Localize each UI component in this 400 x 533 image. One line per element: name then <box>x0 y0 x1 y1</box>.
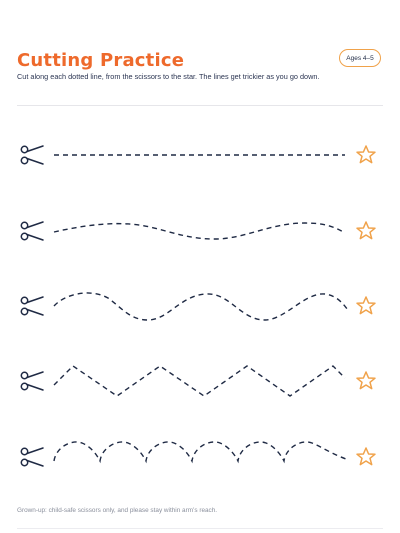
cut-line <box>54 223 345 239</box>
star-icon <box>357 297 375 314</box>
scissors-icon <box>21 372 43 390</box>
cut-line <box>54 442 346 461</box>
cutting-row-gentle-wave <box>0 211 400 251</box>
age-badge: Ages 4–5 <box>339 49 381 67</box>
scissors-icon <box>21 146 44 164</box>
cutting-row-deep-wave <box>0 286 400 326</box>
scissors-icon <box>21 448 43 466</box>
star-icon <box>357 146 375 163</box>
cutting-row-straight <box>0 135 400 175</box>
star-icon <box>357 222 375 239</box>
cutting-row-loops <box>0 437 400 477</box>
footer-note: Grown-up: child-safe scissors only, and please stay within arm’s reach. <box>17 507 218 514</box>
header-divider <box>17 105 383 106</box>
cutting-row-zigzag <box>0 361 400 401</box>
star-icon <box>357 372 375 389</box>
scissors-icon <box>21 222 43 240</box>
scissors-icon <box>21 297 43 315</box>
footer-divider <box>17 528 383 529</box>
instructions-text: Cut along each dotted line, from the scissors to the star. The lines get trickier as you go down. <box>17 72 320 81</box>
cut-line <box>54 366 345 396</box>
cut-line <box>54 293 348 320</box>
page-title: Cutting Practice <box>17 50 185 71</box>
star-icon <box>357 448 375 465</box>
